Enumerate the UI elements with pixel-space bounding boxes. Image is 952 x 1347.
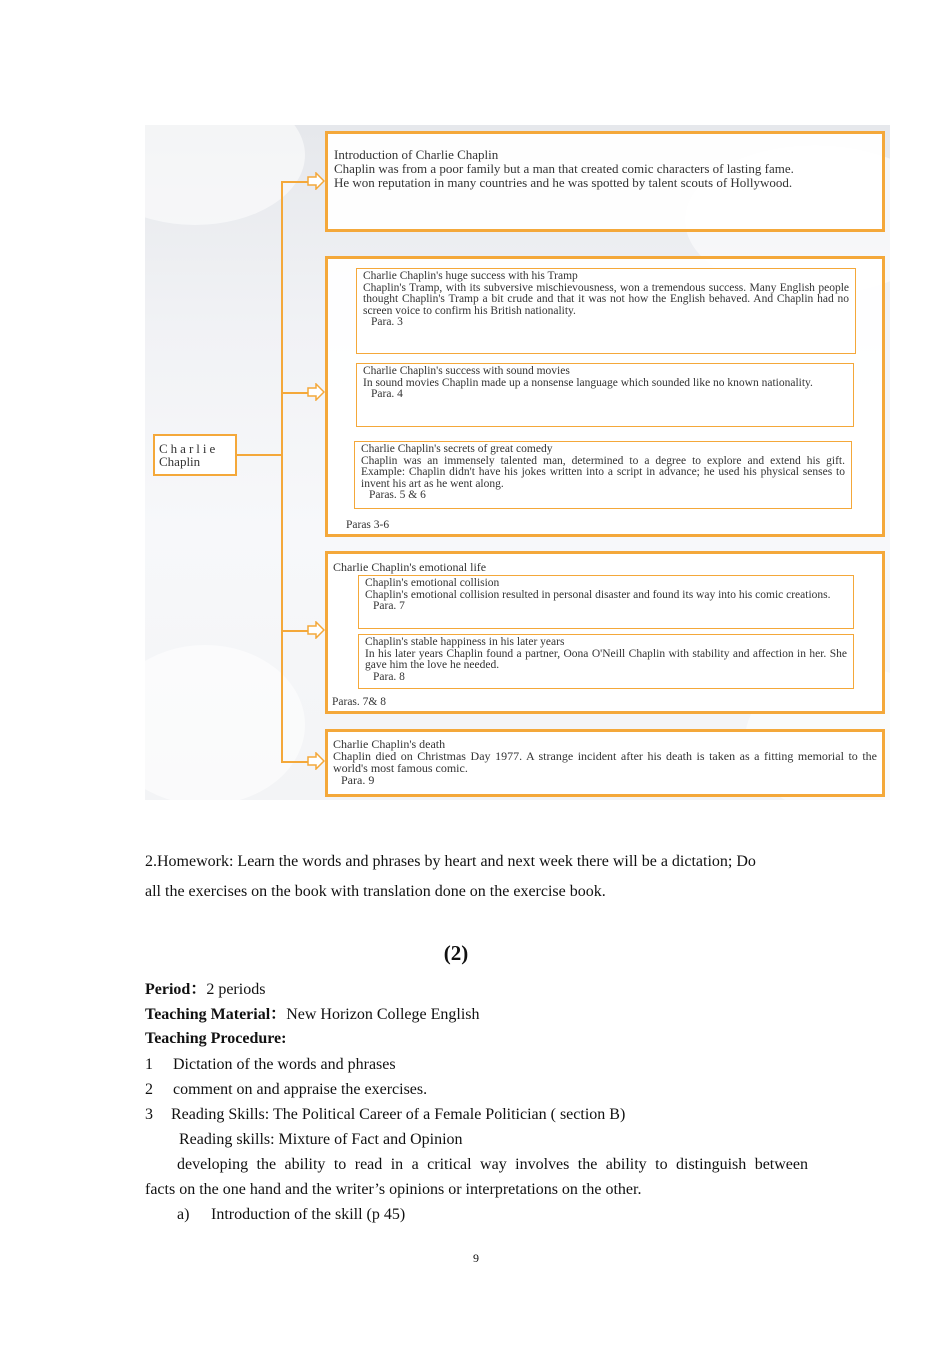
arrow-right-icon	[307, 621, 325, 639]
diagram-box-success	[325, 256, 885, 537]
box-title: Charlie Chaplin's death	[333, 737, 446, 751]
arrow-right-icon	[307, 752, 325, 770]
connector-line	[281, 181, 309, 183]
reading-skills-line: Reading skills: Mixture of Fact and Opinion	[179, 1131, 463, 1148]
inner-box-body: Chaplin was an immensely talented man, determined to a degree to explore and extend his gift. Example: Chaplin didn't have his jokes written into a script in advance; he used his physical senses to invent his art as he went along.	[361, 454, 845, 490]
procedure-item	[145, 1080, 428, 1100]
procedure-text: Dictation of the words and phrases	[173, 1056, 396, 1073]
box-body: Chaplin died on Christmas Day 1977. A strange incident after his death is taken as a fitting memorial to the world's most famous comic.	[333, 749, 877, 775]
box-footer: Paras. 7& 8	[332, 696, 386, 708]
inner-box-para: Paras. 5 & 6	[369, 489, 426, 501]
inner-box-title: Chaplin's stable happiness in his later years	[365, 636, 565, 648]
box-footer: Paras 3-6	[346, 519, 390, 531]
diagram-box-emotional-life	[325, 551, 885, 714]
sub-item-marker: a)	[177, 1206, 190, 1223]
sub-item	[177, 1205, 406, 1225]
homework-line2: all the exercises on the book with translation done on the exercise book.	[145, 883, 606, 900]
inner-box-para: Para. 4	[371, 388, 403, 400]
diagram-box-introduction	[325, 131, 885, 232]
inner-box-title: Charlie Chaplin's success with sound movies	[363, 365, 570, 377]
arrow-right-icon	[307, 172, 325, 190]
sub-item-text: Introduction of the skill (p 45)	[211, 1206, 406, 1223]
box-title: Introduction of Charlie Chaplin	[334, 147, 499, 162]
box-para: Para. 9	[341, 773, 375, 787]
inner-box-body: In his later years Chaplin found a partner, Oona O'Neill Chaplin with stability and affection in her. She gave him the love he needed.	[365, 647, 847, 671]
diagram-box-death	[325, 729, 885, 797]
material-line	[145, 1005, 479, 1025]
inner-box-body: Chaplin's Tramp, with its subversive mischievousness, won a tremendous success. Many English people thought Chaplin's Tramp a bit crude and that it was not how the English behaved. And Chaplin had no screen voice to confirm his British nationality.	[363, 281, 849, 317]
inner-box-para: Para. 8	[373, 670, 405, 683]
box-body: He won reputation in many countries and he was spotted by talent scouts of Hollywood.	[334, 175, 793, 190]
inner-box-body: Chaplin's emotional collision resulted in personal disaster and found its way into his comic creations.	[365, 588, 831, 601]
inner-box-comedy-secrets	[354, 441, 852, 509]
inner-box-para: Para. 3	[371, 316, 403, 328]
inner-box-emotional-collision	[358, 575, 854, 629]
connector-line	[237, 454, 282, 456]
connector-line	[281, 761, 309, 763]
period-label: Period：	[145, 981, 207, 998]
developing-line1: developing the ability to read in a critical way involves the ability to distinguish between	[177, 1156, 808, 1173]
material-label: Teaching Material：	[145, 1006, 287, 1023]
connector-trunk	[281, 181, 283, 762]
procedure-number: 2	[145, 1081, 153, 1098]
inner-box-stable-happiness	[358, 634, 854, 689]
box-body: Chaplin was from a poor family but a man that created comic characters of lasting fame.	[334, 161, 794, 176]
inner-box-sound-movies	[356, 363, 854, 427]
connector-line	[281, 392, 309, 394]
arrow-right-icon	[307, 383, 325, 401]
material-value: New Horizon College English	[286, 1006, 480, 1023]
procedure-item	[145, 1105, 626, 1125]
inner-box-title: Chaplin's emotional collision	[365, 577, 500, 589]
inner-box-tramp	[356, 268, 856, 354]
period-line	[145, 980, 265, 1000]
box-title: Charlie Chaplin's emotional life	[333, 560, 487, 574]
diagram-root-node	[153, 434, 237, 476]
homework-line1: 2.Homework: Learn the words and phrases by heart and next week there will be a dictation; Do	[145, 853, 756, 870]
procedure-text: comment on and appraise the exercises.	[173, 1081, 428, 1098]
inner-box-title: Charlie Chaplin's huge success with his Tramp	[363, 270, 578, 282]
developing-line2: facts on the one hand and the writer’s opinions or interpretations on the other.	[145, 1181, 642, 1198]
procedure-label: Teaching Procedure:	[145, 1030, 287, 1047]
inner-box-para: Para. 7	[373, 600, 405, 612]
inner-box-title: Charlie Chaplin's secrets of great comedy	[361, 443, 553, 455]
procedure-heading	[145, 1029, 286, 1049]
root-label-line2: Chaplin	[159, 454, 201, 469]
procedure-number: 3	[145, 1106, 153, 1123]
procedure-text: Reading Skills: The Political Career of a Female Politician ( section B)	[171, 1106, 626, 1123]
inner-box-body: In sound movies Chaplin made up a nonsense language which sounded like no known nationality.	[363, 376, 813, 389]
section-heading: (2)	[443, 941, 469, 965]
connector-line	[281, 630, 309, 632]
procedure-number: 1	[145, 1056, 153, 1073]
page-number: 9	[473, 1251, 479, 1265]
period-value: 2 periods	[206, 981, 266, 998]
root-label-line1: Charlie	[159, 441, 219, 456]
procedure-item	[145, 1055, 396, 1075]
